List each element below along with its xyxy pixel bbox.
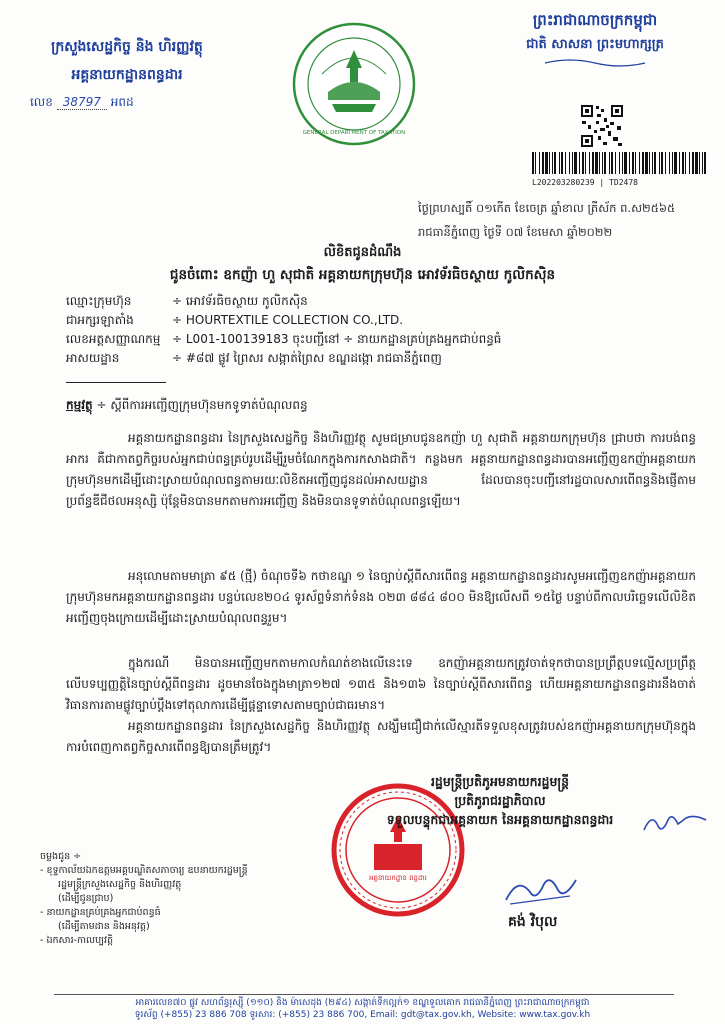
field-label: លេខអត្តសញ្ញាណកម្ម <box>66 332 161 346</box>
barcode-text: L202203280239 | TD2478 <box>532 178 638 187</box>
barcode-bar <box>679 152 680 174</box>
field-value: ÷ HOURTEXTILE COLLECTION CO.,LTD. <box>172 313 404 327</box>
field-company-name <box>66 292 501 311</box>
barcode-bar <box>629 152 630 174</box>
signatory-name: គង់ វិបុល <box>508 914 558 930</box>
field-address <box>66 349 501 368</box>
barcode-bar <box>549 152 550 174</box>
ministry-name: ក្រសួងសេដ្ឋកិច្ច និង ហិរញ្ញវត្ថុ <box>51 39 203 55</box>
reference-number <box>22 94 232 110</box>
ref-prefix: លេខ <box>30 95 53 109</box>
subject-text: ÷ ស្ដីពីការអញ្ជើញក្រុមហ៊ុនមកទូទាត់បំណុលពន្ធ <box>96 398 308 412</box>
kingdom-name: ព្រះរាជាណាចក្រកម្ពុជា <box>532 11 658 29</box>
barcode-bar <box>615 152 616 174</box>
barcode-bar <box>682 152 684 174</box>
barcode-bar <box>619 152 620 174</box>
place-and-date: រាជធានីភ្នំពេញ ថ្ងៃទី ០៧ ខែមេសា ឆ្នាំ២០២២ <box>418 225 613 239</box>
barcode-bar <box>589 152 590 174</box>
ref-suffix: អពដ <box>110 95 134 109</box>
body-paragraph-2: អនុលោមតាមមាត្រា ៩៥ (ថ្មី) ចំណុចទី៦ កថាខណ្ឌ ១ នៃច្បាប់ស្ដីពីសារពើពន្ធ អគ្គនាយកដ្ឋានពន្ធដារសូមអញ្ជើញឧកញ៉ាអគ្គនាយកក្រុមហ៊ុនមកអគ្គនាយកដ្ឋានពន្ធដារ បន្ទប់លេខ២០៤ ទូរស័ព្ទទំនាក់ទំនង ០២៣ ៨៨៤ ៨០០ មិនឱ្យលើសពី ១៥ថ្ងៃ បន្ទាប់ពីកាលបរិច្ឆេទលើលិខិតអញ្ជើញចុងក្រោយដើម្បីដោះស្រាយបំណុលពន្ធរួម។ <box>66 569 696 625</box>
signatory-title-3: ទទួលបន្ទុកជាអគ្គនាយក នៃអគ្គនាយកដ្ឋានពន្ធដារ <box>386 812 614 827</box>
barcode-bar <box>689 152 690 174</box>
barcode-bar <box>574 152 577 174</box>
barcode-bar <box>642 152 644 174</box>
list-item: (ដើម្បីជូនជ្រាប) <box>58 893 114 904</box>
barcode <box>530 152 710 174</box>
svg-text:GENERAL DEPARTMENT OF TAXATION: GENERAL DEPARTMENT OF TAXATION <box>302 130 406 136</box>
barcode-bar <box>632 152 634 174</box>
footer <box>0 997 725 1021</box>
list-item: - ខុទ្ទកាល័យឯកឧត្តមអគ្គបណ្ឌិតសភាចារ្យ ឧបនាយករដ្ឋមន្ត្រី <box>40 865 248 876</box>
barcode-bar <box>572 152 573 174</box>
footer-contacts: ទូរស័ព្ទ (+855) 23 886 708 ទូរសារ: (+855) 23 886 700, Email: gdt@tax.gov.kh, Website: www.tax.gov.kh <box>134 1010 591 1020</box>
field-label: ឈ្មោះក្រុមហ៊ុន <box>66 294 132 308</box>
kingdom-header <box>480 10 710 73</box>
footer-address: អាគារលេខ៧០ ផ្លូវ សហព័ន្ធរុស្ស៊ី (១១០) និង ម៉ាសេដុង (២៩៤) សង្កាត់ទឹកល្អក់១ ខណ្ឌទួលគោក រាជធានីភ្នំពេញ ព្រះរាជាណាចក្រកម្ពុជា <box>135 998 590 1008</box>
barcode-bar <box>585 152 586 174</box>
seal-caption-text <box>303 130 406 136</box>
barcode-bar <box>659 152 660 174</box>
divider <box>66 382 166 383</box>
ministry-header <box>22 38 232 110</box>
signatory-title-1: រដ្ឋមន្ត្រីប្រតិភូអមនាយករដ្ឋមន្ត្រី <box>430 774 570 789</box>
field-value: ÷ #៨៧ ផ្លូវ ព្រៃសរ សង្កាត់ព្រៃស ខណ្ឌដង្កោ រាជធានីភ្នំពេញ <box>172 351 442 365</box>
barcode-bar <box>672 152 673 174</box>
field-tin <box>66 330 501 349</box>
barcode-bar <box>624 152 627 174</box>
body-paragraph-1: អគ្គនាយកដ្ឋានពន្ធដារ នៃក្រសួងសេដ្ឋកិច្ច និងហិរញ្ញវត្ថុ សូមជម្រាបជូនឧកញ៉ា ហួ សុជាតិ អគ្គនាយកក្រុមហ៊ុន ជ្រាបថា ការបង់ពន្ធអាករ គឺជាកាតព្វកិច្ចរបស់អ្នកជាប់ពន្ធគ្រប់រូបដើម្បីរួមចំណែកក្នុងការកសាងជាតិ។ កន្លងមក អគ្គនាយកដ្ឋានពន្ធដារបានអញ្ជើញឧកញ៉ាអគ្គនាយកក្រុមហ៊ុនមកដើម្បីដោះស្រាយបំណុលពន្ធតាមរយៈលិខិតអញ្ជើញជូនដល់អាសយដ្ឋាន ដែលបានចុះបញ្ជីនៅរដ្ឋបាលសារពើពន្ធនិងផ្ញើតាមប្រព័ន្ធឌីជីថលអនុស្សិ ប៉ុន្តែមិនបានមកតាមការអញ្ជើញ និងមិនបានទូទាត់បំណុលពន្ធឡើយ។ <box>66 431 696 508</box>
barcode-bar <box>599 152 600 174</box>
footer-divider <box>54 994 674 995</box>
gdt-seal-logo <box>292 22 416 146</box>
department-name: អគ្គនាយកដ្ឋានពន្ធដារ <box>71 67 183 83</box>
signature-block <box>330 772 670 829</box>
barcode-bar <box>561 152 563 174</box>
barcode-bar <box>695 152 698 174</box>
barcode-bar <box>669 152 670 174</box>
barcode-bar <box>565 152 566 174</box>
recipient-line: ជូនចំពោះ ឧកញ៉ា ហួ សុជាតិ អគ្គនាយកក្រុមហ៊ុន អោវទ័រធិចស្ថាយ កូលិកស៊ិន <box>169 267 556 283</box>
barcode-bar <box>652 152 653 174</box>
stamp-text <box>369 874 427 882</box>
body-paragraph-4: អគ្គនាយកដ្ឋានពន្ធដារ នៃក្រសួងសេដ្ឋកិច្ច និងហិរញ្ញវត្ថុ សង្ឃឹមជឿជាក់លើស្មារតីទទួលខុសត្រូវរបស់ឧកញ៉ាអគ្គនាយកក្រុមហ៊ុនក្នុងការបំពេញកាតព្វកិច្ចសារពើពន្ធឱ្យបានត្រឹមត្រូវ។ <box>66 719 696 754</box>
copies-title: ចម្លងជូន ÷ <box>40 851 82 862</box>
barcode-bar <box>545 152 548 174</box>
copies-list <box>40 850 248 948</box>
ref-number-handwritten: 38797 <box>57 95 107 110</box>
barcode-bar <box>611 152 613 174</box>
barcode-bar <box>604 152 606 174</box>
signatory-title-2: ប្រតិភូរាជរដ្ឋាភិបាល <box>454 793 546 808</box>
barcode-bar <box>674 152 677 174</box>
list-item: - នាយកដ្ឋានគ្រប់គ្រងអ្នកជាប់ពន្ធធំ <box>40 907 161 918</box>
field-label: អាសយដ្ឋាន <box>66 351 120 365</box>
barcode-bar <box>692 152 694 174</box>
barcode-bar <box>699 152 700 174</box>
list-item: (ដើម្បីតាមដាន និងអនុវត្ត) <box>58 921 150 932</box>
barcode-bar <box>582 152 584 174</box>
lunar-date: ថ្ងៃព្រហស្បតិ៍ ០១កើត ខែចេត្រ ឆ្នាំខាល ត្រីស័ក ព.ស២៥៦៥ <box>418 201 676 215</box>
list-item: - ឯកសារ-កាលប្បវត្តិ <box>40 935 114 946</box>
barcode-bar <box>602 152 603 174</box>
qr-code <box>580 104 624 148</box>
barcode-bar <box>532 152 534 174</box>
field-value: ÷ អោវទ័រធិចស្ថាយ កូលិកស៊ិន <box>172 294 308 308</box>
handwritten-signature <box>500 870 580 910</box>
notice-title: លិខិតជូនដំណឹង <box>323 245 402 260</box>
company-details <box>66 292 501 368</box>
barcode-bar <box>559 152 560 174</box>
barcode-bar <box>649 152 650 174</box>
barcode-bar <box>595 152 598 174</box>
barcode-bar <box>635 152 636 174</box>
barcode-bar <box>654 152 656 174</box>
barcode-bar <box>535 152 536 174</box>
barcode-bar <box>639 152 640 174</box>
barcode-bar <box>685 152 686 174</box>
initial-signature <box>640 808 710 838</box>
barcode-bar <box>542 152 544 174</box>
body-paragraph-3: ក្នុងករណី មិនបានអញ្ជើញមកតាមកាលកំណត់ខាងលើនេះទេ ឧកញ៉ាអគ្គនាយកត្រូវចាត់ទុកថាបានប្រព្រឹត្តបទល្មើសប្រព្រឹត្តលើបទប្បញ្ញត្តិនៃច្បាប់ស្ដីពីពន្ធដារ ដូចមានចែងក្នុងមាត្រា១២៧ ១៣៥ និង១៣៦ នៃច្បាប់ស្ដីពីសារពើពន្ធ ហើយអគ្គនាយកដ្ឋានពន្ធដារនឹងចាត់វិធានការតាមផ្លូវច្បាប់ប្ដឹងទៅតុលាការដើម្បីផ្ដន្ទាទោសតាមច្បាប់ជាធរមាន។ <box>66 656 696 712</box>
subject-line <box>66 396 308 414</box>
barcode-bar <box>579 152 580 174</box>
barcode-bar <box>665 152 666 174</box>
national-motto: ជាតិ សាសនា ព្រះមហាក្សត្រ <box>526 37 664 52</box>
field-latin-name <box>66 311 501 330</box>
svg-text:អគ្គនាយកដ្ឋាន ពន្ធដារ: អគ្គនាយកដ្ឋាន ពន្ធដារ <box>369 874 427 882</box>
barcode-bar <box>552 152 553 174</box>
barcode-bar <box>702 152 703 174</box>
barcode-bar <box>622 152 623 174</box>
list-item: រដ្ឋមន្ត្រីក្រសួងសេដ្ឋកិច្ច និងហិរញ្ញវត្ថុ <box>58 879 182 890</box>
barcode-bar <box>645 152 648 174</box>
field-value: ÷ L001-100139183 ចុះបញ្ជីនៅ ÷ នាយកដ្ឋានគ្រប់គ្រងអ្នកជាប់ពន្ធធំ <box>172 332 502 346</box>
barcode-bar <box>569 152 570 174</box>
barcode-bar <box>592 152 594 174</box>
subject-label: កម្មវត្ថុ <box>66 398 93 412</box>
field-label: ជាអក្សរឡាតាំង <box>66 313 134 327</box>
barcode-bar <box>661 152 663 174</box>
barcode-bar <box>609 152 610 174</box>
barcode-bar <box>704 152 706 174</box>
barcode-bar <box>539 152 540 174</box>
barcode-bar <box>554 152 556 174</box>
motto-ornament <box>535 57 655 69</box>
